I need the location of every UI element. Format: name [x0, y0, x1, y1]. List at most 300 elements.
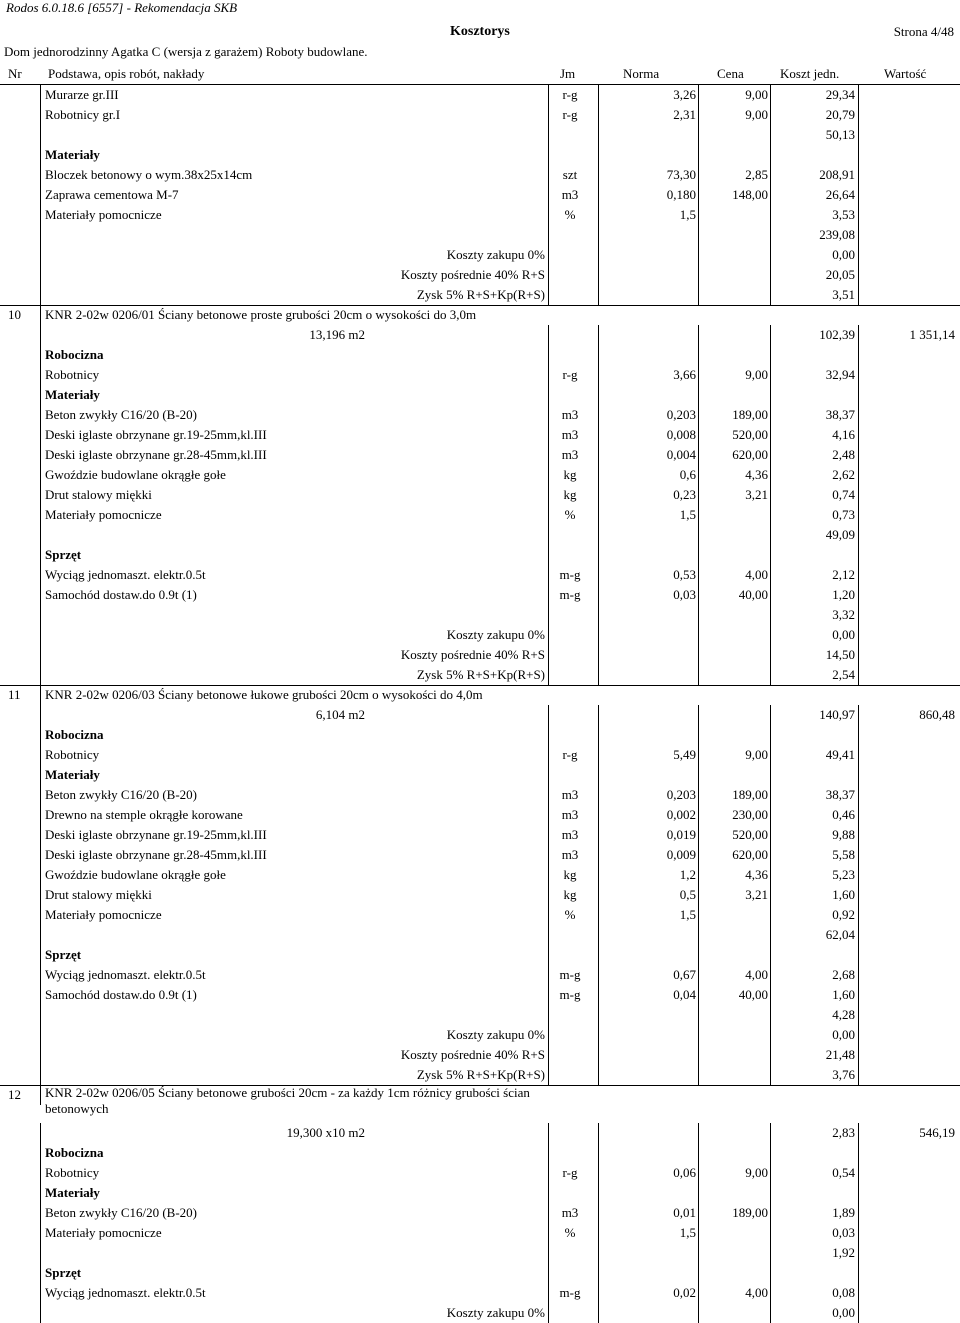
unit: % [564, 1225, 576, 1240]
column-line [858, 705, 859, 725]
column-line [698, 325, 699, 345]
norma-value: 0,53 [673, 567, 696, 582]
item-description: Samochód dostaw.do 0.9t (1) [45, 587, 197, 602]
column-line [858, 125, 859, 145]
price: 9,00 [745, 1165, 768, 1180]
column-line [40, 525, 41, 545]
column-line [698, 905, 699, 925]
unit-cost: 38,37 [825, 787, 855, 802]
column-line [598, 265, 599, 285]
column-line [548, 285, 549, 305]
column-line [598, 125, 599, 145]
column-line [40, 1025, 41, 1045]
column-line [40, 205, 41, 225]
unit-cost: 1,92 [832, 1245, 855, 1260]
column-line [858, 785, 859, 805]
column-line [698, 625, 699, 645]
summary-row [0, 625, 960, 645]
column-line [698, 725, 699, 745]
column-line [858, 985, 859, 1005]
item-description: Wyciąg jednomaszt. elektr.0.5t [45, 567, 206, 582]
summary-label: Koszty zakupu 0% [446, 627, 545, 642]
unit: m-g [559, 567, 581, 582]
column-line [40, 845, 41, 865]
price: 2,85 [745, 167, 768, 182]
column-line [40, 165, 41, 185]
table-row [0, 1163, 960, 1183]
table-row [0, 1243, 960, 1263]
column-line [598, 1263, 599, 1283]
column-line [40, 785, 41, 805]
unit-cost: 3,76 [832, 1067, 855, 1082]
column-line [598, 165, 599, 185]
column-line [698, 1303, 699, 1323]
price: 9,00 [745, 367, 768, 382]
unit-cost: 2,48 [832, 447, 855, 462]
norma-value: 0,004 [666, 447, 696, 462]
summary-label: Koszty zakupu 0% [446, 1305, 545, 1320]
summary-label: Koszty pośrednie 40% R+S [400, 1047, 545, 1062]
column-line [40, 185, 41, 205]
column-line [598, 1303, 599, 1323]
summary-row [0, 1303, 960, 1323]
column-line [698, 1143, 699, 1163]
column-line [548, 525, 549, 545]
unit-cost: 0,00 [832, 1305, 855, 1320]
total-value: 860,48 [919, 707, 955, 722]
item-description: Beton zwykły C16/20 (B-20) [45, 787, 198, 802]
table-row [0, 345, 960, 365]
quantity: 6,104 m2 [315, 707, 365, 722]
column-line [598, 1203, 599, 1223]
column-line [858, 225, 859, 245]
table-row [0, 1223, 960, 1243]
column-line [698, 1005, 699, 1025]
column-header-unit: Jm [560, 66, 576, 81]
total-value: 546,19 [919, 1125, 955, 1140]
unit-cost: 21,48 [825, 1047, 855, 1062]
price: 189,00 [732, 407, 768, 422]
column-line [858, 645, 859, 665]
summary-row [0, 265, 960, 285]
column-line [598, 445, 599, 465]
column-line [858, 725, 859, 745]
column-line [40, 1203, 41, 1223]
column-line [548, 345, 549, 365]
column-line [40, 285, 41, 305]
item-description: Murarze gr.III [45, 87, 119, 102]
unit-cost: 14,50 [825, 647, 855, 662]
norma-value: 0,203 [666, 787, 696, 802]
column-line [858, 325, 859, 345]
column-line [40, 1303, 41, 1323]
norma-value: 1,5 [679, 207, 696, 222]
column-line [40, 105, 41, 125]
unit: m-g [559, 987, 581, 1002]
column-line [770, 1183, 771, 1203]
column-line [598, 185, 599, 205]
table-row [0, 925, 960, 945]
column-line [598, 525, 599, 545]
column-line [598, 325, 599, 345]
unit-cost: 32,94 [825, 367, 855, 382]
unit: m-g [559, 967, 581, 982]
unit-cost: 0,08 [832, 1285, 855, 1300]
column-line [598, 1005, 599, 1025]
unit-cost: 38,37 [825, 407, 855, 422]
item-description: Wyciąg jednomaszt. elektr.0.5t [45, 967, 206, 982]
price: 3,21 [745, 487, 768, 502]
table-row [0, 125, 960, 145]
unit-cost: 208,91 [819, 167, 855, 182]
unit-cost: 0,00 [832, 1027, 855, 1042]
column-line [548, 1183, 549, 1203]
price: 520,00 [732, 427, 768, 442]
column-line [598, 545, 599, 565]
table-row [0, 765, 960, 785]
column-line [598, 885, 599, 905]
column-line [40, 225, 41, 245]
column-line [598, 805, 599, 825]
column-line [858, 1303, 859, 1323]
app-title: Rodos 6.0.18.6 [6557] - Rekomendacja SKB [6, 0, 238, 15]
unit-cost: 1,60 [832, 887, 855, 902]
unit: m3 [561, 847, 579, 862]
column-line [598, 505, 599, 525]
column-line [548, 725, 549, 745]
column-line [858, 1163, 859, 1183]
column-line [598, 785, 599, 805]
column-line [548, 945, 549, 965]
table-row [0, 1203, 960, 1223]
summary-label: Zysk 5% R+S+Kp(R+S) [416, 1067, 545, 1082]
column-line [770, 1263, 771, 1283]
table-row [0, 465, 960, 485]
item-description: Zaprawa cementowa M-7 [45, 187, 179, 202]
position-description: KNR 2-02w 0206/03 Ściany betonowe łukowe grubości 20cm o wysokości do 4,0m [45, 687, 483, 702]
column-line [858, 1005, 859, 1025]
unit: m3 [561, 427, 579, 442]
column-line [858, 805, 859, 825]
column-line [548, 1123, 549, 1143]
item-description: Samochód dostaw.do 0.9t (1) [45, 987, 197, 1002]
position-row [0, 685, 960, 705]
unit: kg [563, 487, 577, 502]
unit: r-g [562, 747, 578, 762]
column-line [598, 1183, 599, 1203]
item-description: Materiały [45, 1185, 100, 1200]
column-line [858, 1283, 859, 1303]
unit: r-g [562, 367, 578, 382]
price: 4,36 [745, 467, 768, 482]
column-line [598, 845, 599, 865]
table-row [0, 585, 960, 605]
column-line [858, 765, 859, 785]
column-line [858, 605, 859, 625]
norma-value: 3,26 [673, 87, 696, 102]
item-description: Robocizna [45, 727, 104, 742]
column-line [698, 1183, 699, 1203]
column-line [40, 245, 41, 265]
item-description: Wyciąg jednomaszt. elektr.0.5t [45, 1285, 206, 1300]
column-line [40, 345, 41, 365]
column-line [598, 105, 599, 125]
table-row [0, 445, 960, 465]
column-line [548, 705, 549, 725]
column-line [858, 425, 859, 445]
column-line [698, 765, 699, 785]
column-header-unit-cost: Koszt jedn. [780, 66, 840, 81]
norma-value: 0,6 [679, 467, 696, 482]
summary-row [0, 245, 960, 265]
column-line [858, 885, 859, 905]
column-line [598, 1143, 599, 1163]
table-row [0, 525, 960, 545]
column-line [598, 985, 599, 1005]
column-line [698, 985, 699, 1005]
column-line [598, 1065, 599, 1085]
column-line [548, 625, 549, 645]
unit-cost: 9,88 [832, 827, 855, 842]
column-line [858, 865, 859, 885]
item-description: Robotnicy gr.I [45, 107, 121, 122]
column-line [598, 825, 599, 845]
column-line [698, 1283, 699, 1303]
column-line [698, 845, 699, 865]
item-description: Sprzęt [45, 547, 82, 562]
column-line [40, 465, 41, 485]
table-row [0, 745, 960, 765]
position-number: 10 [8, 307, 21, 322]
table-row [0, 1263, 960, 1283]
column-line [40, 645, 41, 665]
unit-cost: 2,62 [832, 467, 855, 482]
column-line [858, 245, 859, 265]
table-row [0, 705, 960, 725]
column-line [548, 245, 549, 265]
position-description: KNR 2-02w 0206/05 Ściany betonowe grubości 20cm - za każdy 1cm różnicy grubości ścian betonowych [45, 1085, 530, 1116]
column-line [40, 985, 41, 1005]
column-line [698, 665, 699, 685]
column-line [598, 645, 599, 665]
column-line [598, 225, 599, 245]
column-line [40, 565, 41, 585]
table-row [0, 325, 960, 345]
project-title: Dom jednorodzinny Agatka C (wersja z garażem) Roboty budowlane. [4, 44, 368, 59]
item-description: Materiały pomocnicze [45, 907, 162, 922]
column-line [548, 1005, 549, 1025]
column-line [698, 445, 699, 465]
unit-cost: 49,09 [825, 527, 855, 542]
column-line [770, 945, 771, 965]
unit-cost: 5,23 [832, 867, 855, 882]
unit-cost: 0,74 [832, 487, 855, 502]
column-line [858, 265, 859, 285]
summary-label: Zysk 5% R+S+Kp(R+S) [416, 667, 545, 682]
item-description: Beton zwykły C16/20 (B-20) [45, 407, 198, 422]
column-line [548, 765, 549, 785]
summary-row [0, 1045, 960, 1065]
unit-cost: 1,20 [832, 587, 855, 602]
unit-cost: 239,08 [819, 227, 855, 242]
norma-value: 1,5 [679, 507, 696, 522]
column-line [698, 285, 699, 305]
column-line [698, 1243, 699, 1263]
table-row [0, 1143, 960, 1163]
summary-label: Zysk 5% R+S+Kp(R+S) [416, 287, 545, 302]
unit-cost: 62,04 [825, 927, 855, 942]
column-line [698, 105, 699, 125]
unit-cost: 20,79 [825, 107, 855, 122]
unit-cost: 4,16 [832, 427, 855, 442]
column-line [698, 545, 699, 565]
item-description: Drut stalowy miękki [45, 487, 152, 502]
column-line [698, 925, 699, 945]
column-line [858, 145, 859, 165]
norma-value: 1,5 [679, 907, 696, 922]
price: 3,21 [745, 887, 768, 902]
column-line [598, 865, 599, 885]
summary-row [0, 285, 960, 305]
table-row [0, 385, 960, 405]
total-value: 1 351,14 [909, 327, 955, 342]
column-header-nr: Nr [8, 66, 22, 81]
column-line [698, 1025, 699, 1045]
column-line [858, 525, 859, 545]
item-description: Materiały pomocnicze [45, 207, 162, 222]
column-line [858, 345, 859, 365]
unit-cost: 3,51 [832, 287, 855, 302]
column-line [698, 385, 699, 405]
unit-cost: 20,05 [825, 267, 855, 282]
column-line [698, 145, 699, 165]
item-description: Materiały pomocnicze [45, 507, 162, 522]
column-line [698, 745, 699, 765]
column-line [858, 1183, 859, 1203]
table-row [0, 425, 960, 445]
column-line [598, 745, 599, 765]
norma-value: 0,203 [666, 407, 696, 422]
column-line [858, 85, 859, 105]
column-line [548, 1243, 549, 1263]
column-line [698, 1065, 699, 1085]
column-line [858, 365, 859, 385]
price: 520,00 [732, 827, 768, 842]
column-line [858, 745, 859, 765]
unit-cost: 2,54 [832, 667, 855, 682]
document-title: Kosztorys [450, 24, 510, 39]
column-line [40, 425, 41, 445]
item-description: Drut stalowy miękki [45, 887, 152, 902]
norma-value: 0,67 [673, 967, 696, 982]
column-header-norma: Norma [623, 66, 660, 81]
unit: m3 [561, 807, 579, 822]
summary-label: Koszty zakupu 0% [446, 247, 545, 262]
column-line [770, 1143, 771, 1163]
column-line [548, 1025, 549, 1045]
column-line [598, 1283, 599, 1303]
column-line [858, 1045, 859, 1065]
column-line [40, 925, 41, 945]
column-line [698, 945, 699, 965]
price: 148,00 [732, 187, 768, 202]
item-description: Robotnicy [45, 367, 100, 382]
table-row [0, 865, 960, 885]
unit: kg [563, 467, 577, 482]
column-line [858, 205, 859, 225]
item-description: Deski iglaste obrzynane gr.19-25mm,kl.III [45, 427, 267, 442]
table-row [0, 545, 960, 565]
column-line [858, 825, 859, 845]
unit-cost: 50,13 [825, 127, 855, 142]
item-description: Robotnicy [45, 747, 100, 762]
item-description: Robotnicy [45, 1165, 100, 1180]
column-line [698, 965, 699, 985]
table-row [0, 485, 960, 505]
summary-row [0, 1065, 960, 1085]
column-line [598, 925, 599, 945]
column-line [598, 1123, 599, 1143]
column-line [598, 145, 599, 165]
table-row [0, 825, 960, 845]
unit-cost: 4,28 [832, 1007, 855, 1022]
column-line [40, 885, 41, 905]
norma-value: 0,03 [673, 587, 696, 602]
column-line [548, 325, 549, 345]
price: 189,00 [732, 1205, 768, 1220]
column-line [40, 585, 41, 605]
column-line [858, 285, 859, 305]
unit: r-g [562, 1165, 578, 1180]
column-line [548, 1263, 549, 1283]
column-line [548, 1045, 549, 1065]
norma-value: 0,008 [666, 427, 696, 442]
column-line [770, 145, 771, 165]
table-row [0, 965, 960, 985]
column-line [40, 385, 41, 405]
unit: r-g [562, 87, 578, 102]
column-header-description: Podstawa, opis robót, nakłady [48, 66, 205, 81]
table-row [0, 985, 960, 1005]
column-line [698, 345, 699, 365]
unit: m3 [561, 407, 579, 422]
price: 9,00 [745, 87, 768, 102]
column-line [548, 1065, 549, 1085]
norma-value: 1,2 [679, 867, 696, 882]
column-line [698, 525, 699, 545]
column-line [598, 965, 599, 985]
column-line [40, 1183, 41, 1203]
column-line [698, 865, 699, 885]
unit-cost: 2,12 [832, 567, 855, 582]
quantity: 13,196 m2 [309, 327, 365, 342]
column-line [598, 465, 599, 485]
price: 4,00 [745, 967, 768, 982]
price: 40,00 [738, 987, 768, 1002]
position-row [0, 1085, 960, 1123]
item-description: Drewno na stemple okrągłe korowane [45, 807, 243, 822]
column-line [858, 845, 859, 865]
table-row [0, 605, 960, 625]
column-line [548, 605, 549, 625]
column-line [598, 1163, 599, 1183]
column-line [40, 1243, 41, 1263]
column-line [858, 505, 859, 525]
column-line [40, 1163, 41, 1183]
unit-cost: 0,54 [832, 1165, 855, 1180]
column-line [698, 405, 699, 425]
column-line [548, 225, 549, 245]
